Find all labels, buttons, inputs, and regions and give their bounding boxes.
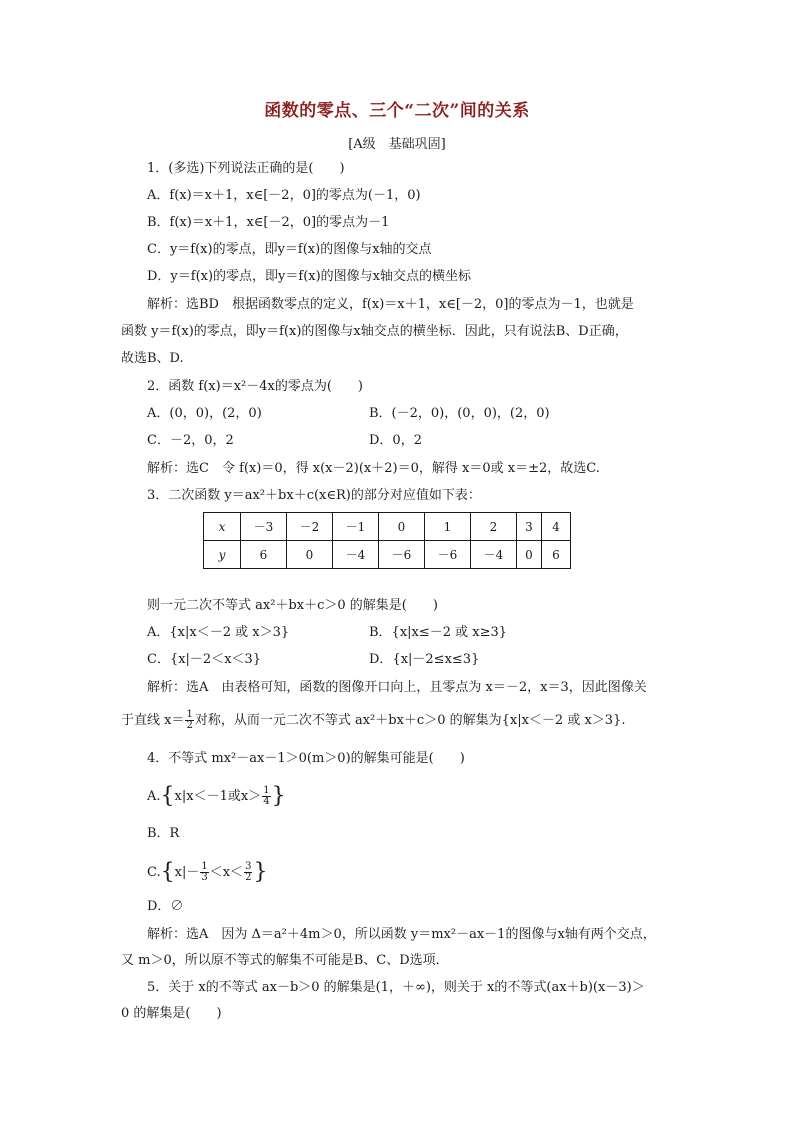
q2-option-b: B．(－2，0)，(0，0)，(2，0) [369,406,550,421]
table-cell: －4 [333,541,379,569]
q2-stem: 2．函数 f(x)＝x²－4x的零点为( ) [147,379,363,394]
table-cell: 1 [425,513,471,541]
q1-option-b: B．f(x)＝x＋1，x∈[－2，0]的零点为－1 [147,215,390,230]
table-cell: 6 [542,541,571,569]
fraction-denominator: 2 [245,872,252,883]
q3-stem: 3．二次函数 y＝ax²＋bx＋c(x∈R)的部分对应值如下表： [147,488,481,503]
q4-option-b: B．R [147,826,180,841]
table-cell: －6 [425,541,471,569]
fraction [185,710,193,731]
q5-stem-line2: 0 的解集是( ) [121,1006,222,1021]
q4-option-c [147,859,268,885]
table-cell: y [204,541,241,569]
q3-option-c: C．{x|－2＜x＜3} [147,652,262,667]
q1-solution-line3: 故选B、D. [121,351,184,366]
fraction-numerator: 1 [263,785,270,796]
q4-option-d: D．∅ [147,899,184,914]
page-title: 函数的零点、三个“二次”间的关系 [264,101,530,121]
q4-option-a-set: x|x＜－1或x＞ [174,789,262,804]
table-cell: －3 [241,513,287,541]
q1-option-a: A．f(x)＝x＋1，x∈[－2，0]的零点为(－1，0) [147,188,421,203]
q3-solution-line2-suffix: 对称，从而一元二次不等式 ax²＋bx＋c＞0 的解集为{x|x＜－2 或 x＞3}. [194,713,626,728]
q3-solution-line2 [121,710,625,731]
table-cell: －4 [471,541,517,569]
q5-stem-line1: 5．关于 x的不等式 ax－b＞0 的解集是(1，＋∞)，则关于 x的不等式(ax＋b)(x－3)＞ [147,980,645,995]
q1-stem: 1．(多选)下列说法正确的是( ) [147,161,345,176]
q4-solution-line1: 解析：选A 因为 Δ＝a²＋4m＞0，所以函数 y＝mx²－ax－1的图像与x轴有两个交点， [147,927,656,942]
table-cell: －1 [333,513,379,541]
q3-option-d: D．{x|－2≤x≤3} [369,652,480,667]
fraction-denominator: 2 [186,720,193,731]
q4-solution-line2: 又 m＞0，所以原不等式的解集不可能是B、C、D选项． [121,953,449,968]
table-cell: 2 [471,513,517,541]
q2-solution: 解析：选C 令 f(x)＝0，得 x(x－2)(x＋2)＝0，解得 x＝0或 x＝±2，故选C. [147,461,600,476]
table-row [204,513,571,541]
table-cell: 0 [517,541,542,569]
fraction [262,786,270,807]
table-cell: 0 [287,541,333,569]
q4-option-c-label: C. [147,865,161,880]
fraction-numerator: 1 [186,709,193,720]
fraction-numerator: 1 [201,861,208,872]
q3-solution-line1: 解析：选A 由表格可知，函数的图像开口向上，且零点为 x＝－2，x＝3，因此图像关 [147,680,647,695]
table-cell: x [204,513,241,541]
right-brace: } [271,783,286,809]
q3-option-b: B．{x|x≤－2 或 x≥3} [369,625,508,640]
q4-option-a [147,783,286,809]
q3-option-a: A．{x|x＜－2 或 x＞3} [147,625,290,640]
q1-option-d: D．y＝f(x)的零点，即y＝f(x)的图像与x轴交点的横坐标 [147,269,472,284]
table-row [204,541,571,569]
q1-solution-line2: 函数 y＝f(x)的零点，即y＝f(x)的图像与x轴交点的横坐标．因此，只有说法B、D正确， [121,324,628,339]
q2-option-a: A．(0，0)，(2，0) [147,406,262,421]
fraction-denominator: 4 [263,796,270,807]
table-cell: －2 [287,513,333,541]
section-subtitle: [A级 基础巩固] [348,137,446,152]
table-cell: 6 [241,541,287,569]
left-brace: { [160,783,175,809]
q3-solution-line2-prefix: 于直线 x＝ [121,713,185,728]
q3-value-table [203,512,571,569]
fraction [200,862,208,883]
table-cell: －6 [379,541,425,569]
q2-option-d: D．0，2 [369,433,422,448]
fraction [244,862,252,883]
q1-option-c: C．y＝f(x)的零点，即y＝f(x)的图像与x轴的交点 [147,242,432,257]
q4-option-a-label: A. [147,789,161,804]
q4-option-c-set-part2: ＜x＜ [209,865,244,880]
left-brace: { [160,859,175,885]
q4-option-c-set-part1: x|－ [174,865,200,880]
q2-option-c: C．－2，0，2 [147,433,234,448]
q1-solution-line1: 解析：选BD 根据函数零点的定义，f(x)＝x＋1，x∈[－2，0]的零点为－1，也就是 [147,297,634,312]
q4-stem: 4．不等式 mx²－ax－1＞0(m＞0)的解集可能是( ) [147,751,465,766]
q3-question: 则一元二次不等式 ax²＋bx＋c＞0 的解集是( ) [147,598,438,613]
table-cell: 0 [379,513,425,541]
fraction-denominator: 3 [201,872,208,883]
right-brace: } [253,859,268,885]
fraction-numerator: 3 [245,861,252,872]
table-cell: 4 [542,513,571,541]
table-cell: 3 [517,513,542,541]
